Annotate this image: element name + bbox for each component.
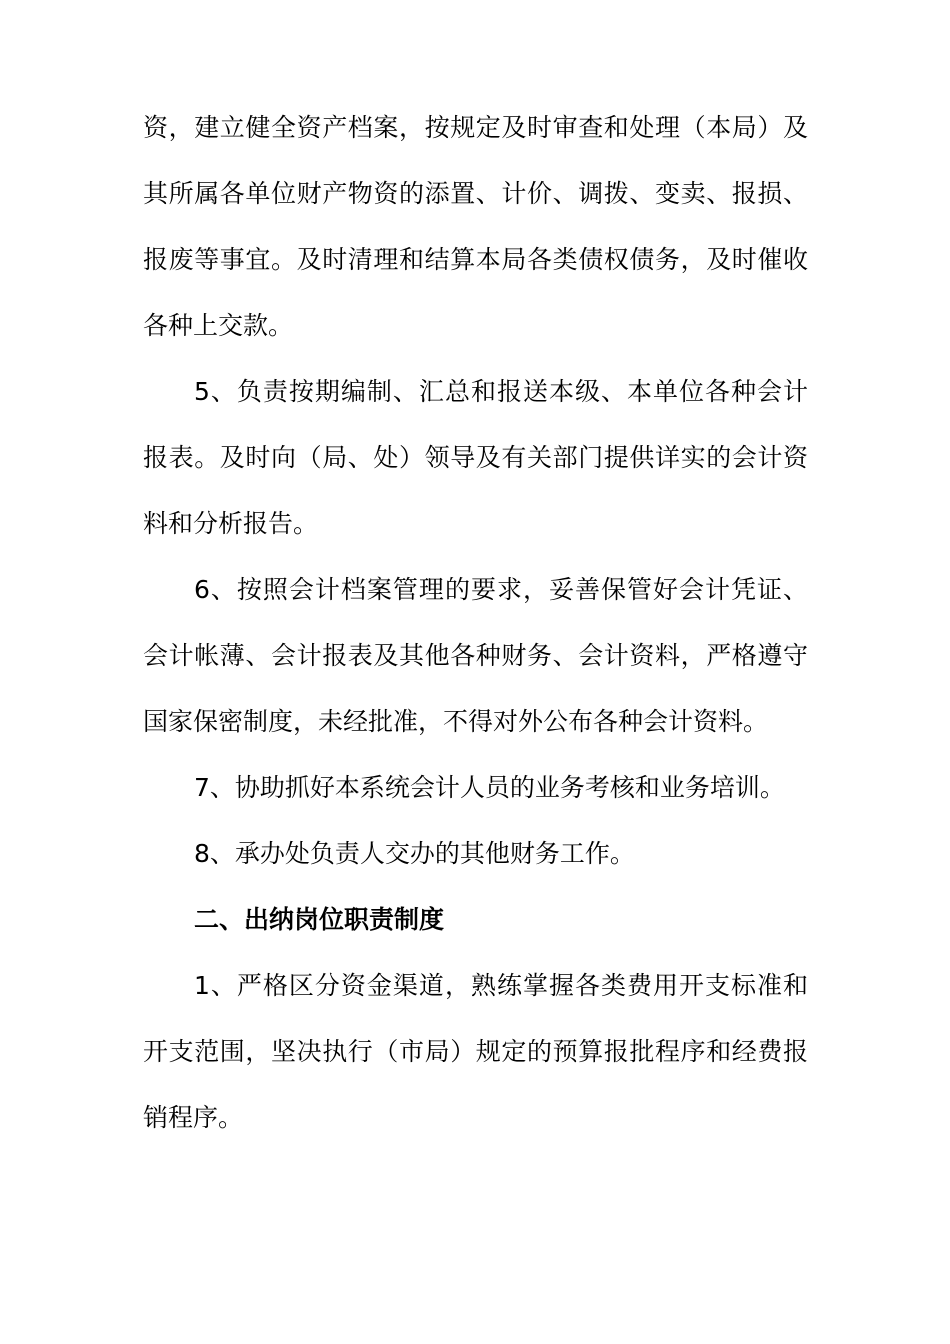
paragraph-item-6: 6、按照会计档案管理的要求，妥善保管好会计凭证、会计帐薄、会计报表及其他各种财务、会计资料，严格遵守国家保密制度，未经批准，不得对外公布各种会计资料。: [143, 575, 808, 736]
document-body: [143, 95, 808, 1151]
section-heading: 二、出纳岗位职责制度: [194, 905, 445, 934]
paragraph-item-8: 8、承办处负责人交办的其他财务工作。: [194, 839, 635, 868]
paragraph-item-7: 7、协助抓好本系统会计人员的业务考核和业务培训。: [194, 773, 785, 802]
paragraph-item-5: 5、负责按期编制、汇总和报送本级、本单位各种会计报表。及时向（局、处）领导及有关部门提供详实的会计资料和分析报告。: [143, 377, 808, 538]
section-paragraph-item-1: 1、严格区分资金渠道，熟练掌握各类费用开支标准和开支范围，坚决执行（市局）规定的预算报批程序和经费报销程序。: [143, 971, 808, 1132]
paragraph-continued: 资，建立健全资产档案，按规定及时审查和处理（本局）及其所属各单位财产物资的添置、计价、调拨、变卖、报损、报废等事宜。及时清理和结算本局各类债权债务，及时催收各种上交款。: [143, 113, 808, 340]
